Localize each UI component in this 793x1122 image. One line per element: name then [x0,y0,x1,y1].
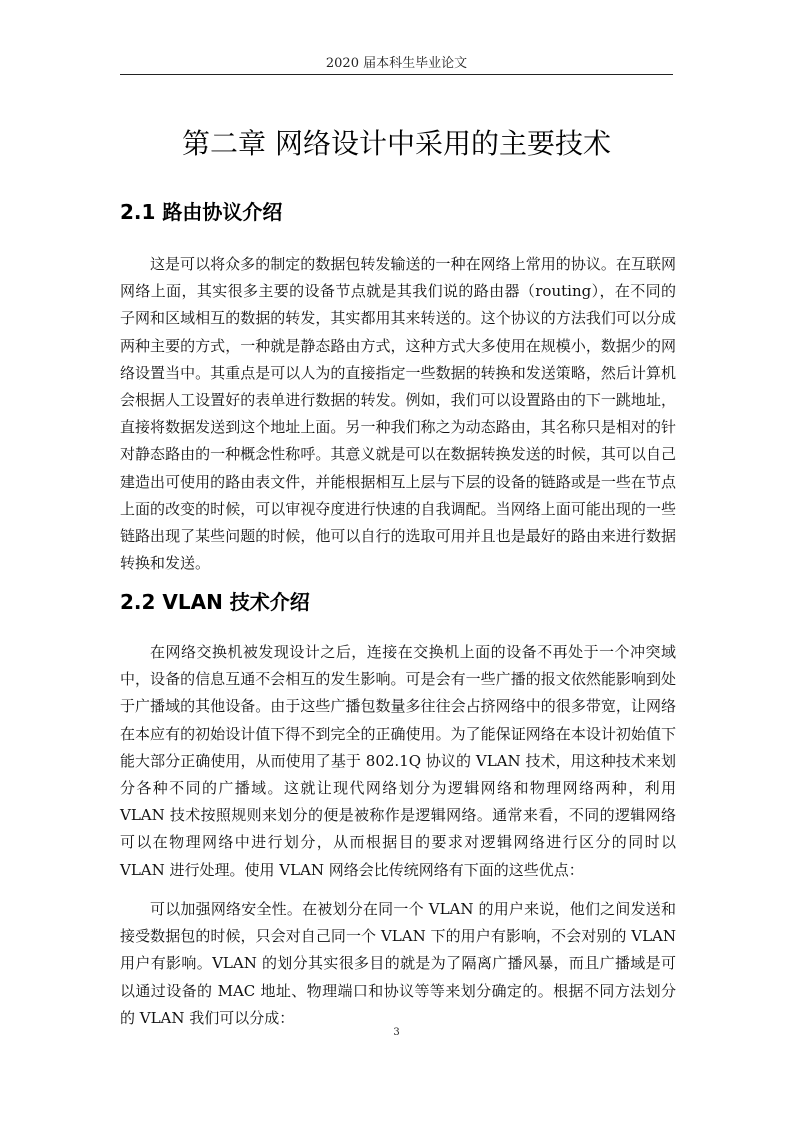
page-number: 3 [393,1027,400,1038]
chapter-title: 第二章 网络设计中采用的主要技术 [182,127,611,160]
header-divider [120,74,673,75]
paragraph-vlan-intro: 在网络交换机被发现设计之后，连接在交换机上面的设备不再处于一个冲突域中，设备的信息互通不会相互的发生影响。可是会有一些广播的报文依然能影响到处于广播域的其他设备。由于这些广播包数量多往往会占挤网络中的很多带宽，让网络在本应有的初始设计值下得不到完全的正确使用。为了能保证网络在本设计初始值下能大部分正确使用，从而使用了基于 802.1Q 协议的 VLAN 技术，用这种技术来划分各种不同的广播域。这就让现代网络划分为逻辑网络和物理网络两种，利用 VLAN 技术按照规则来划分的便是被称作是逻辑网络。通常来看，不同的逻辑网络可以在物理网络中进行划分，从而根据目的要求对逻辑网络进行区分的同时以 VLAN 进行处理。使用 VLAN 网络会比传统网络有下面的这些优点： [120,643,676,879]
running-header: 2020 届本科生毕业论文 [325,56,468,71]
section-title-vlan: 2.2 VLAN 技术介绍 [120,590,310,614]
paragraph-routing-protocol: 这是可以将众多的制定的数据包转发输送的一种在网络上常用的协议。在互联网网络上面，其实很多主要的设备节点就是其我们说的路由器（routing），在不同的子网和区域相互的数据的转发，其实都用其来转送的。这个协议的方法我们可以分成两种主要的方式，一种就是静态路由方式，这种方式大多使用在规模小，数据少的网络设置当中。其重点是可以人为的直接指定一些数据的转换和发送策略，然后计算机会根据人工设置好的表单进行数据的转发。例如，我们可以设置路由的下一跳地址，直接将数据发送到这个地址上面。另一种我们称之为动态路由，其名称只是相对的针对静态路由的一种概念性称呼。其意义就是可以在数据转换发送的时候，其可以自己建造出可使用的路由表文件，并能根据相互上层与下层的设备的链路或是一些在节点上面的改变的时候，可以审视夺度进行快速的自我调配。当网络上面可能出现的一些链路出现了某些问题的时候，他可以自行的选取可用并且也是最好的路由来进行数据转换和发送。 [120,255,676,573]
paragraph-vlan-security: 可以加强网络安全性。在被划分在同一个 VLAN 的用户来说，他们之间发送和接受数据包的时候，只会对自己同一个 VLAN 下的用户有影响，不会对别的 VLAN 用户有影响。VLAN 的划分其实很多目的就是为了隔离广播风暴，而且广播域是可以通过设备的 MAC 地址、物理端口和协议等等来划分确定的。根据不同方法划分的 VLAN 我们可以分成： [120,900,676,1027]
section-title-routing: 2.1 路由协议介绍 [120,200,283,224]
